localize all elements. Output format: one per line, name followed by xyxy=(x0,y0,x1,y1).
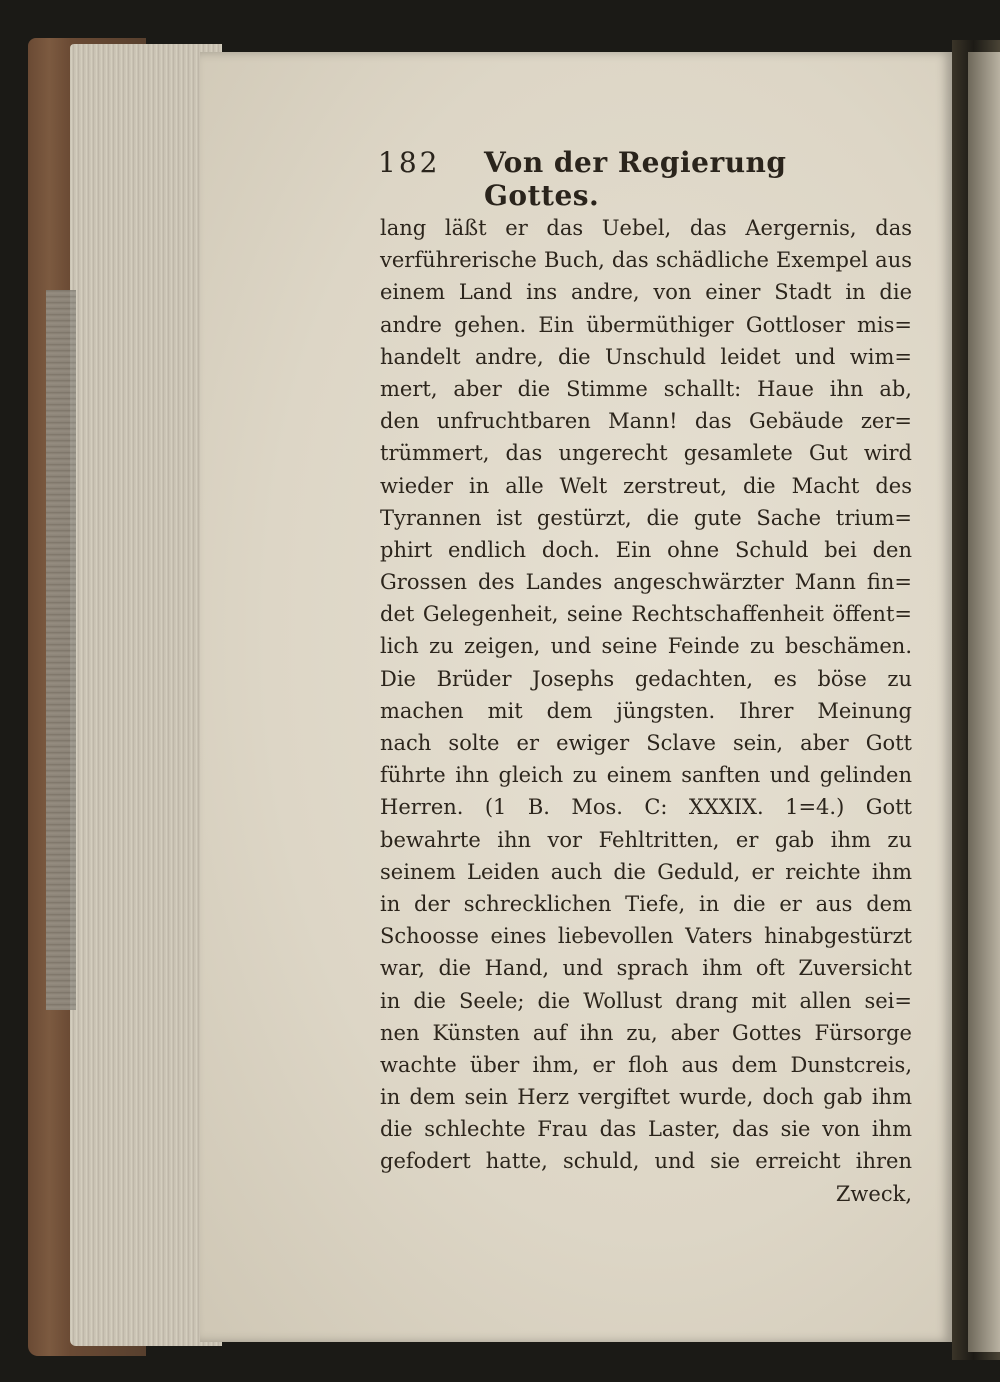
text-line: bewahrte ihn vor Fehltritten, er gab ihm zu xyxy=(380,827,912,852)
text-line: lich zu zeigen, und seine Feinde zu beschämen. xyxy=(380,634,912,659)
text-line: Schoosse eines liebevollen Vaters hinabgestürzt xyxy=(380,924,912,949)
text-line: nach solte er ewiger Sclave sein, aber Gott xyxy=(380,731,912,755)
text-line: nen Künsten auf ihn zu, aber Gottes Fürsorge xyxy=(380,1020,912,1045)
text-line: mert, aber die Stimme schallt: Haue ihn ab, xyxy=(380,376,912,401)
text-line: seinem Leiden auch die Geduld, er reichte ihm xyxy=(380,859,912,884)
text-line: wachte über ihm, er floh aus dem Dunstcreis, xyxy=(380,1052,912,1077)
text-line: Die Brüder Josephs gedachten, es böse zu xyxy=(380,666,912,691)
text-line: in dem sein Herz vergiftet wurde, doch gab ihm xyxy=(380,1085,912,1110)
text-line: die schlechte Frau das Laster, das sie von ihm xyxy=(380,1117,912,1142)
text-line: in der schrecklichen Tiefe, in die er aus dem xyxy=(380,891,912,916)
text-line: führte ihn gleich zu einem sanften und gelinden xyxy=(380,763,912,788)
text-line: machen mit dem jüngsten. Ihrer Meinung xyxy=(380,698,912,723)
catchword: Zweck, xyxy=(835,1181,912,1206)
text-line: Grossen des Landes angeschwärzter Mann fin= xyxy=(380,570,912,595)
text-line: den unfruchtbaren Mann! das Gebäude zer= xyxy=(380,409,912,434)
text-line: det Gelegenheit, seine Rechtschaffenheit öffent= xyxy=(380,602,912,627)
body-text xyxy=(380,212,912,1210)
text-line: lang läßt er das Uebel, das Aergernis, das xyxy=(380,216,912,240)
text-line: andre gehen. Ein übermüthiger Gottloser mis= xyxy=(380,312,912,337)
text-line: einem Land ins andre, von einer Stadt in die xyxy=(380,280,912,305)
text-line: trümmert, das ungerecht gesamlete Gut wird xyxy=(380,441,912,466)
text-line: handelt andre, die Unschuld leidet und wim= xyxy=(380,344,912,369)
text-line: Herren. (1 B. Mos. C: XXXIX. 1=4.) Gott xyxy=(380,795,912,820)
text-line: wieder in alle Welt zerstreut, die Macht des xyxy=(380,473,912,498)
text-line: verführerische Buch, das schädliche Exempel aus xyxy=(380,248,912,273)
text-line: war, die Hand, und sprach ihm oft Zuversicht xyxy=(380,956,912,981)
running-head xyxy=(378,146,838,212)
facing-page-edge xyxy=(968,52,1000,1352)
cover-marbled-paper xyxy=(46,290,76,1010)
text-line: phirt endlich doch. Ein ohne Schuld bei den xyxy=(380,537,912,562)
text-line: gefodert hatte, schuld, und sie erreicht ihren xyxy=(380,1149,912,1174)
running-title: Von der Regierung Gottes. xyxy=(484,146,787,212)
text-line: in die Seele; die Wollust drang mit allen sei= xyxy=(380,988,912,1013)
page-number: 182 xyxy=(378,146,441,179)
text-line: Tyrannen ist gestürzt, die gute Sache trium= xyxy=(380,505,912,530)
